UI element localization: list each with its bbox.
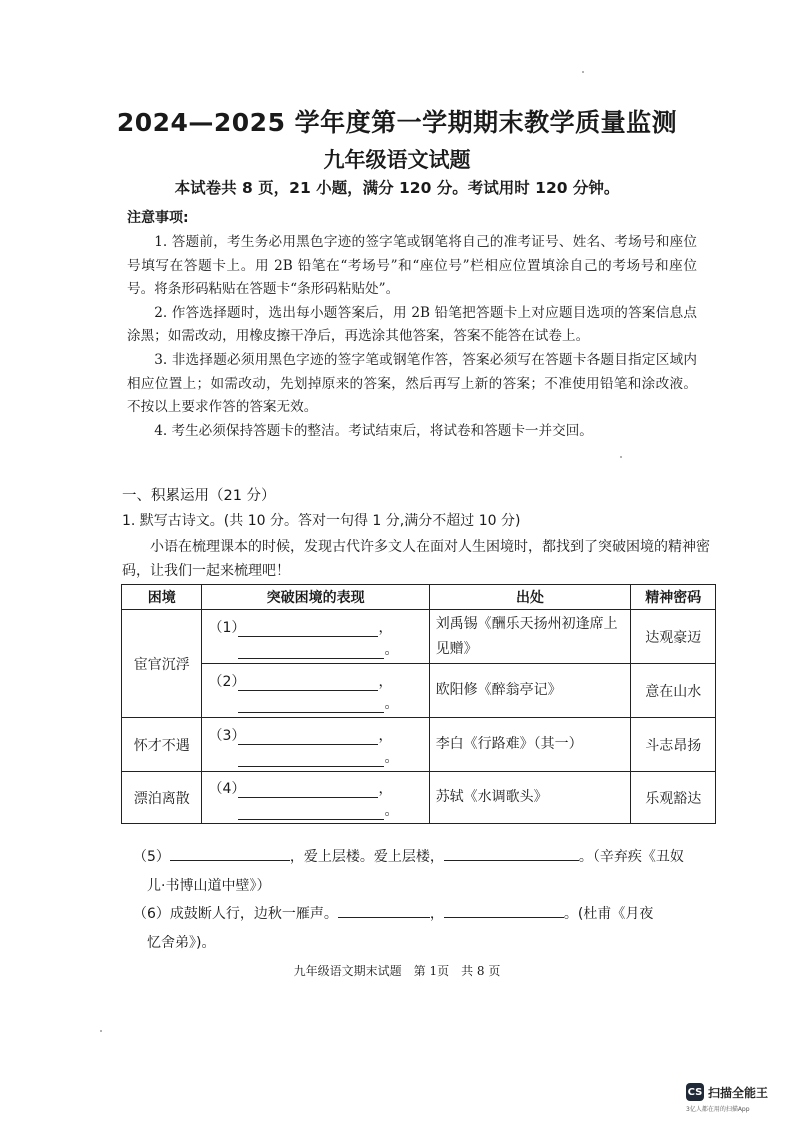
answer-blank[interactable] <box>238 752 384 767</box>
item-number: （5） <box>133 849 170 865</box>
source-cell: 苏轼《水调歌头》 <box>429 772 631 824</box>
question-1-title: 1. 默写古诗文。(共 10 分。答对一句得 1 分,满分不超过 10 分) <box>122 513 521 529</box>
page-subtitle: 九年级语文试题 <box>323 148 471 172</box>
answer-cell <box>202 718 429 772</box>
answer-cell <box>202 610 429 664</box>
poem-table <box>121 584 716 824</box>
table-header-row <box>122 585 716 610</box>
spirit-cell: 乐观豁达 <box>631 772 716 824</box>
spirit-cell: 斗志昂扬 <box>631 718 716 772</box>
difficulty-cell: 怀才不遇 <box>122 718 202 772</box>
column-header: 困境 <box>122 585 202 610</box>
table-row <box>122 718 716 772</box>
notice-heading: 注意事项: <box>127 210 189 226</box>
scan-speck <box>582 71 584 73</box>
question-5 <box>133 843 723 901</box>
notice-item: 3. 非选择题必须用黑色字迹的签字笔或钢笔作答，答案必须写在答题卡各题目指定区域内相应位置上；如需改动，先划掉原来的答案，然后再写上新的答案；不准使用铅笔和涂改液。不按以上要求作答的答案无效。 <box>127 351 697 416</box>
comma-mark: ， <box>378 673 393 690</box>
question-1-intro: 小语在梳理课本的时候，发现古代许多文人在面对人生困境时，都找到了突破困境的精神密码，让我们一起来梳理吧！ <box>122 539 710 579</box>
period-mark: 。 <box>384 641 399 658</box>
source-cell: 李白《行路难》（其一） <box>429 718 631 772</box>
answer-blank[interactable] <box>238 783 378 798</box>
column-header: 精神密码 <box>631 585 716 610</box>
exam-info: 本试卷共 8 页，21 小题，满分 120 分。考试用时 120 分钟。 <box>174 179 620 197</box>
comma-mark: ， <box>429 906 444 922</box>
poem-source: 。（辛弃疾《丑奴 <box>578 849 684 865</box>
difficulty-cell: 漂泊离散 <box>122 772 202 824</box>
item-number: （3） <box>208 727 246 744</box>
page-footer: 九年级语文期末试题 第 1页 共 8 页 <box>293 964 501 978</box>
comma-mark: ， <box>378 619 393 636</box>
source-cell: 欧阳修《醉翁亭记》 <box>429 664 631 718</box>
column-header: 出处 <box>429 585 631 610</box>
poem-text: （6）成鼓断人行，边秋一雁声。 <box>133 906 338 922</box>
poem-source: 儿·书博山道中壁》） <box>147 878 271 894</box>
period-mark: 。 <box>384 695 399 712</box>
answer-blank[interactable] <box>170 846 290 861</box>
answer-blank[interactable] <box>238 730 378 745</box>
poem-source: 。(杜甫《月夜 <box>563 906 654 922</box>
notice-item: 2. 作答选择题时，选出每小题答案后，用 2B 铅笔把答题卡上对应题目选项的答案信息点涂黑；如需改动，用橡皮擦干净后，再选涂其他答案，答案不能答在试卷上。 <box>127 304 697 345</box>
table-row <box>122 610 716 664</box>
page-title: 2024—2025 学年度第一学期期末教学质量监测 <box>116 108 678 137</box>
table-row <box>122 772 716 824</box>
question-6 <box>133 900 723 958</box>
answer-blank[interactable] <box>238 644 384 659</box>
answer-blank[interactable] <box>238 805 384 820</box>
item-number: （4） <box>208 780 246 797</box>
answer-cell <box>202 664 429 718</box>
answer-blank[interactable] <box>238 676 378 691</box>
scan-speck <box>100 1030 102 1032</box>
answer-blank[interactable] <box>444 903 564 918</box>
notice-item: 4. 考生必须保持答题卡的整洁。考试结束后，将试卷和答题卡一并交回。 <box>154 422 593 439</box>
section-heading: 一、积累运用（21 分） <box>122 488 276 504</box>
answer-blank[interactable] <box>444 846 579 861</box>
scanner-logo-icon: CS <box>686 1083 704 1101</box>
period-mark: 。 <box>384 749 399 766</box>
item-number: （2） <box>208 673 246 690</box>
answer-cell <box>202 772 429 824</box>
scan-speck <box>620 456 622 458</box>
answer-blank[interactable] <box>238 622 378 637</box>
answer-blank[interactable] <box>338 903 430 918</box>
scanner-name: 扫描全能王 <box>708 1085 769 1100</box>
comma-mark: ， <box>378 780 393 797</box>
source-cell: 刘禹锡《酬乐天扬州初逢席上见赠》 <box>429 610 631 664</box>
notice-item: 1. 答题前，考生务必用黑色字迹的签字笔或钢笔将自己的准考证号、姓名、考场号和座位号填写在答题卡上。用 2B 铅笔在“考场号”和“座位号”栏相应位置填涂自己的考场号和座位号。将条形码粘贴在答题卡“条形码粘贴处”。 <box>127 234 697 298</box>
period-mark: 。 <box>384 802 399 819</box>
item-number: （1） <box>208 619 246 636</box>
answer-blank[interactable] <box>238 698 384 713</box>
spirit-cell: 意在山水 <box>631 664 716 718</box>
poem-source: 忆舍弟》)。 <box>147 935 216 951</box>
table-row <box>122 664 716 718</box>
poem-text: ，爱上层楼。爱上层楼， <box>289 849 444 865</box>
scanner-watermark <box>686 1083 768 1101</box>
column-header: 突破困境的表现 <box>202 585 429 610</box>
difficulty-cell: 宦官沉浮 <box>122 610 202 718</box>
scanner-tagline: 3亿人都在用的扫描App <box>686 1106 750 1113</box>
comma-mark: ， <box>378 727 393 744</box>
spirit-cell: 达观豪迈 <box>631 610 716 664</box>
notice-list <box>127 231 697 443</box>
